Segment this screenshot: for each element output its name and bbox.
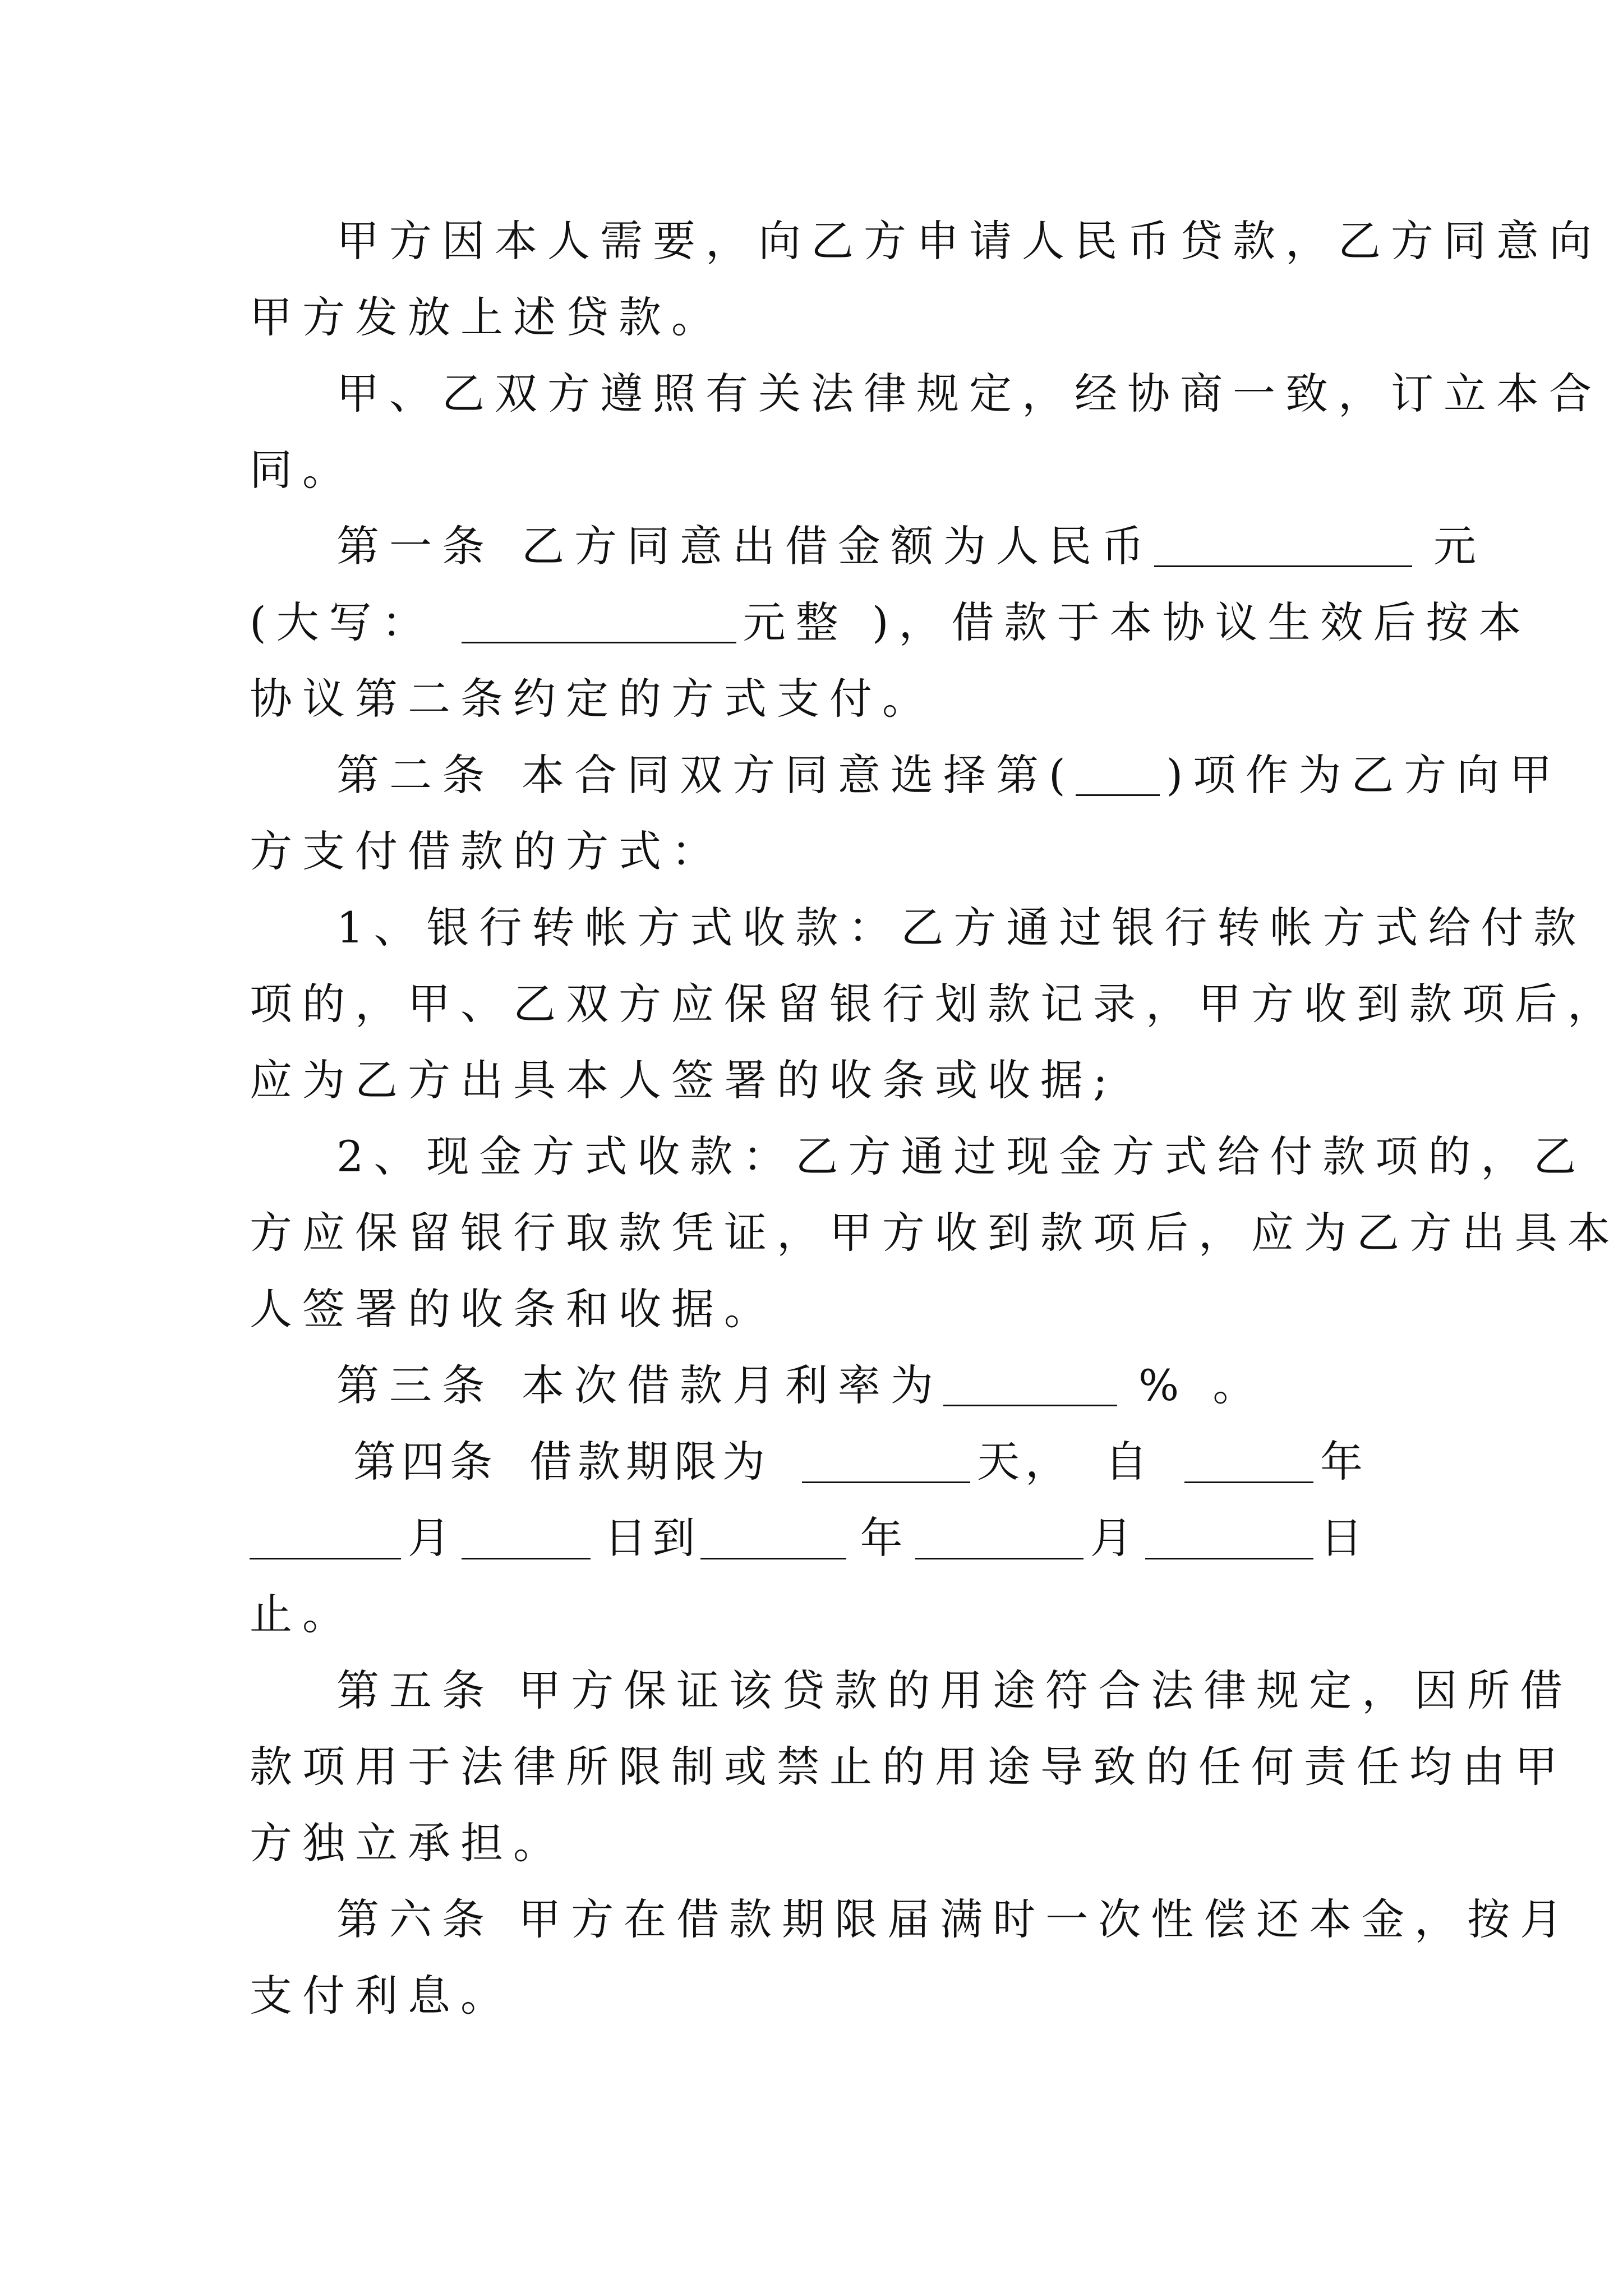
article-2-item-2-line: 人签署的收条和收据。 xyxy=(250,1284,777,1334)
article-2-item-1-line: 1、银行转帐方式收款：乙方通过银行转帐方式给付款 xyxy=(336,903,1587,953)
end-month-blank xyxy=(915,1519,1083,1559)
days-blank xyxy=(802,1442,970,1483)
article-2-item-2-line: 方应保留银行取款凭证，甲方收到款项后，应为乙方出具本 xyxy=(250,1208,1620,1258)
amount-uppercase-blank xyxy=(462,602,736,643)
article-2-line: 第二条 本合同双方同意选择第( )项作为乙方向甲 xyxy=(336,750,1562,800)
article-2-item-1-line: 项的，甲、乙双方应保留银行划款记录，甲方收到款项后， xyxy=(250,979,1620,1029)
article-3-line: 第三条 本次借款月利率为 % 。 xyxy=(336,1360,1266,1410)
start-day-blank xyxy=(462,1519,591,1559)
article-4-line: 月 日到 年 月 日 xyxy=(250,1499,1368,1577)
article-5-line: 方独立承担。 xyxy=(250,1818,566,1868)
article-1-line: (大写： 元整 )，借款于本协议生效后按本 xyxy=(250,597,1532,647)
article-1-line: 协议第二条约定的方式支付。 xyxy=(250,674,935,724)
article-5-line: 第五条 甲方保证该贷款的用途符合法律规定，因所借 xyxy=(336,1665,1573,1715)
paragraph-line: 同。 xyxy=(250,445,355,495)
amount-blank xyxy=(1154,526,1412,567)
article-4-line: 止。 xyxy=(250,1589,355,1639)
article-2-line: 方支付借款的方式： xyxy=(250,826,724,876)
end-year-blank xyxy=(700,1519,846,1559)
article-5-line: 款项用于法律所限制或禁止的用途导致的任何责任均由甲 xyxy=(250,1742,1567,1792)
paragraph-line: 甲方发放上述贷款。 xyxy=(250,292,724,342)
article-2-item-2-line: 2、现金方式收款：乙方通过现金方式给付款项的，乙 xyxy=(336,1131,1587,1181)
start-year-blank xyxy=(1184,1442,1313,1483)
article-6-line: 第六条 甲方在借款期限届满时一次性偿还本金，按月 xyxy=(336,1894,1573,1944)
article-2-item-1-line: 应为乙方出具本人签署的收条或收据; xyxy=(250,1055,1118,1105)
article-1-line: 第一条 乙方同意出借金额为人民币 元 xyxy=(336,521,1486,571)
end-day-blank xyxy=(1145,1519,1313,1559)
option-blank xyxy=(1076,755,1160,796)
article-6-line: 支付利息。 xyxy=(250,1971,513,2021)
article-4-line: 第四条 借款期限为 天， 自 年 xyxy=(353,1437,1368,1487)
paragraph-line: 甲方因本人需要，向乙方申请人民币贷款，乙方同意向 xyxy=(336,216,1602,266)
paragraph-line: 甲、乙双方遵照有关法律规定，经协商一致，订立本合 xyxy=(336,369,1602,418)
start-month-blank xyxy=(250,1519,401,1559)
interest-rate-blank xyxy=(943,1365,1117,1406)
